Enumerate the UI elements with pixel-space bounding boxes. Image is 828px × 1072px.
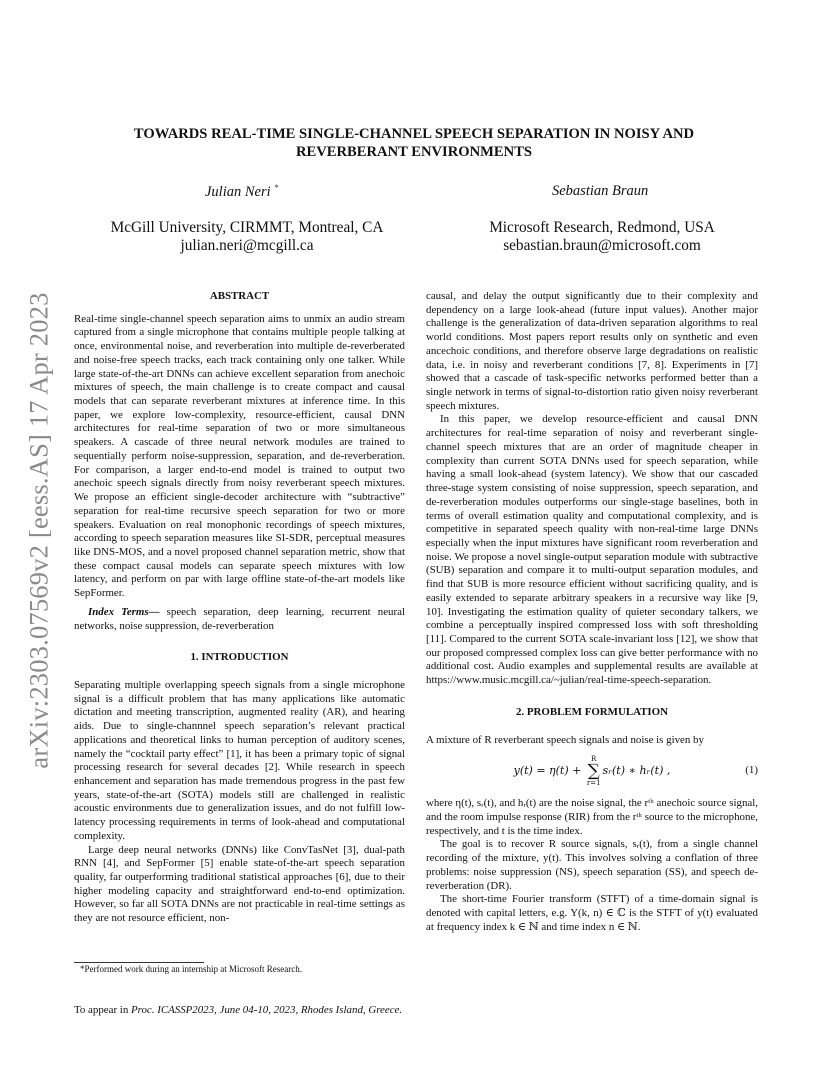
author-1-name: Julian Neri * xyxy=(205,183,279,200)
problem-paragraph-1: A mixture of R reverberant speech signals and noise is given by xyxy=(426,733,704,746)
author-2-affiliation: Microsoft Research, Redmond, USA xyxy=(489,219,715,236)
publication-note-venue: Proc. ICASSP2023, June 04-10, 2023, Rhodes Island, Greece. xyxy=(131,1004,403,1016)
summation-lower-limit: r=1 xyxy=(586,779,601,788)
problem-formulation-heading: 2. PROBLEM FORMULATION xyxy=(516,705,668,718)
introduction-heading: 1. INTRODUCTION xyxy=(190,651,289,664)
paper-title-line-1: TOWARDS REAL-TIME SINGLE-CHANNEL SPEECH SEPARATION IN NOISY AND xyxy=(133,126,695,142)
equation-1 xyxy=(426,753,758,789)
equation-1-body xyxy=(426,755,728,787)
author-1-footnote-mark: * xyxy=(274,183,279,192)
author-1-email: julian.neri@mcgill.ca xyxy=(180,237,314,254)
sigma-glyph: ∑ xyxy=(587,761,600,782)
paper-title xyxy=(80,125,748,161)
abstract-heading: ABSTRACT xyxy=(209,290,270,302)
arxiv-identifier-stamp xyxy=(18,278,60,782)
author-2-affiliation-block xyxy=(442,219,762,255)
problem-paragraph-3: The goal is to recover R source signals, sᵣ(t), from a single channel recording of the mixture, y(t). This involves solving a conflation of three problems: noise suppression (NS), speech separation (SS), and speech de-reverberation (DR). xyxy=(426,838,758,892)
right-column xyxy=(426,290,758,934)
index-terms-text: speech separation, deep learning, recurrent neural networks, noise suppression, de-reverberation xyxy=(74,605,405,632)
footnote-divider xyxy=(74,962,204,963)
index-terms xyxy=(74,606,405,633)
problem-paragraph-4: The short-time Fourier transform (STFT) of a time-domain signal is denoted with capital letters, e.g. Y(k, n) ∈ ℂ is the STFT of y(t) evaluated at frequency index k ∈ ℕ and time index n ∈ ℕ. xyxy=(426,893,758,933)
summation-upper-limit: R xyxy=(591,755,597,764)
author-2-name: Sebastian Braun xyxy=(552,183,649,199)
paper-title-line-2: REVERBERANT ENVIRONMENTS xyxy=(295,144,533,160)
arxiv-identifier-text: arXiv:2303.07569v2 [eess.AS] 17 Apr 2023 xyxy=(23,291,54,769)
equation-1-rhs: sᵣ(t) ∗ hᵣ(t) , xyxy=(602,764,671,778)
author-1-affiliation-block xyxy=(86,219,408,255)
left-column xyxy=(74,290,405,926)
author-2-email: sebastian.braun@microsoft.com xyxy=(503,237,701,254)
summation-symbol xyxy=(587,755,601,787)
problem-paragraph-2: where η(t), sᵣ(t), and hᵣ(t) are the noise signal, the rᵗʰ anechoic source signal, and the room impulse response (RIR) from the rᵗʰ source to the microphone, respectively, and t is the time index. xyxy=(426,797,758,837)
author-1-affiliation: McGill University, CIRMMT, Montreal, CA xyxy=(110,219,384,236)
index-terms-label: Index Terms— xyxy=(88,605,160,618)
abstract-text: Real-time single-channel speech separation aims to unmix an audio stream captured from a single microphone that contains multiple people talking at once, environmental noise, and reverberation into multiple de-reverberated and noise-free speech tracks, each track containing only one talker. While large state-of-the-art DNNs can achieve excellent separation from anechoic mixtures of speech, the main challenge is to create compact and causal models that can separate reverberant mixtures at inference time. In this paper, we explore low-complexity, resource-efficient, causal DNN architectures for real-time separation of two or more simultaneous speakers. A cascade of three neural network modules are trained to sequentially perform noise-suppression, separation, and de-reverberation. For comparison, a larger end-to-end model is trained to output two anechoic speech signals directly from noisy reverberant speech mixtures. We propose an efficient single-decoder architecture with “subtractive” separation for real-time recursive speech separation for two or more speakers. Evaluation on real monophonic recordings of speech mixtures, according to speech separation measures like SI-SDR, perceptual measures like DNS-MOS, and a novel proposed channel separation metric, show that these compact causal models can separate speech mixtures with low latency, and perform on par with large offline state-of-the-art models like SepFormer. xyxy=(74,312,405,600)
right-paragraph-2: In this paper, we develop resource-efficient and causal DNN architectures for real-time separation of noisy and reverberant single-channel speech mixtures that are an order of magnitude cheaper in complexity than current SOTA DNNs used for speech separation, while having a small look-ahead (system latency). We show that our cascaded three-stage system consisting of noise suppression, speech separation, and de-reverberation modules outperforms our single-stage baselines, both in terms of overall estimation quality and computational complexity, and is competitive in separated speech quality with non-real-time large DNNs especially when the input mixtures have significant room reverberation and noise. We propose a novel single-output separation module with subtractive (SUB) separation and compare it to multi-output separation modules, and find that SUB is more resource efficient without sacrificing quality, and is easily extended to separate arbitrary speakers in a recursive way like [9, 10]. Investigating the estimation quality of quieter secondary talkers, we combine a perceptually inspired compressed loss with soft thresholding [11]. Compared to the current SOTA scale-invariant loss [12], we show that our proposed compressed complex loss can give better performance with no additional cost. Audio examples and supplemental results are available at https://www.music.mcgill.ca/~julian/real-time-speech-separation. xyxy=(426,413,758,687)
equation-1-number: (1) xyxy=(745,764,758,777)
intro-paragraph-1: Separating multiple overlapping speech signals from a single microphone signal is a difficult problem that has many applications like automatic dictation and meeting transcription, augmented reality (AR), and hearing aids. Due to single-channnel speech separation’s relevant practical applications and theoretical links to human perception of auditory scenes, namely the “cocktail party effect” [1], it has been a primary topic of signal processing research for several decades [2]. While research in speech enhancement and separation has made tremendous progress in the past few years, state-of-the-art (SOTA) models still are challenged in realistic acoustic environments due to generalization issues, and do not fulfill low-latency processing requirements in terms of look-ahead and computational complexity. xyxy=(74,678,405,842)
publication-note: To appear in Proc. ICASSP2023, June 04-10, 2023, Rhodes Island, Greece. xyxy=(74,1004,403,1016)
equation-1-lhs: y(t) = η(t) + xyxy=(513,764,585,778)
right-paragraph-1: causal, and delay the output significantly due to their complexity and dependency on a large look-ahead (future input values). Another major challenge is the generalization of data-driven separation algorithms to real world conditions. Most papers report results only on synthetic and even ancechoic conditions, and therefore observe large degradations on realistic data, i.e. in noisy and reverberant conditions [7, 8]. Experiments in [7] showed that a cascade of task-specific networks performed better than a single network in terms of signal-to-distortion ratio given noisy reverberant speech mixtures. xyxy=(426,290,758,412)
intro-paragraph-2: Large deep neural networks (DNNs) like ConvTasNet [3], dual-path RNN [4], and SepFormer [5] enable state-of-the-art speech separation quality, far outperforming traditional statistical approaches [6], due to their higher modeling capacity and straightforward end-to-end optimization. However, so far all SOTA DNNs are not practicable in real-time settings as they are not resource efficient, non- xyxy=(74,843,405,925)
footnote: *Performed work during an internship at Microsoft Research. xyxy=(80,964,302,974)
